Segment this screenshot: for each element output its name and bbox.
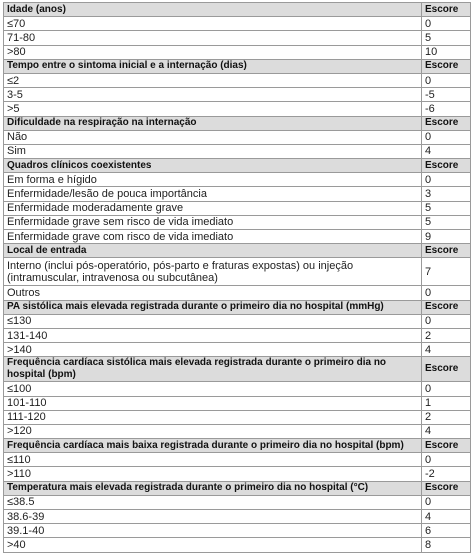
table-row bbox=[4, 45, 471, 59]
score-value: 2 bbox=[422, 410, 471, 424]
score-column-header: Escore bbox=[422, 116, 471, 130]
criterion-label: ≤70 bbox=[4, 17, 422, 31]
table-row bbox=[4, 173, 471, 187]
criterion-label: 71-80 bbox=[4, 31, 422, 45]
criterion-label: 38.6-39 bbox=[4, 510, 422, 524]
score-column-header: Escore bbox=[422, 244, 471, 258]
table-row bbox=[4, 453, 471, 467]
criterion-label: Não bbox=[4, 130, 422, 144]
score-column-header: Escore bbox=[422, 481, 471, 495]
criterion-label: >110 bbox=[4, 467, 422, 481]
score-column-header: Escore bbox=[422, 357, 471, 382]
score-column-header: Escore bbox=[422, 159, 471, 173]
criterion-label: >5 bbox=[4, 102, 422, 116]
criterion-label: >40 bbox=[4, 538, 422, 552]
score-value: 4 bbox=[422, 424, 471, 438]
table-row bbox=[4, 424, 471, 438]
criterion-label: ≤110 bbox=[4, 453, 422, 467]
score-value: 0 bbox=[422, 73, 471, 87]
section-title: Tempo entre o sintoma inicial e a internação (dias) bbox=[4, 59, 422, 73]
score-value: 10 bbox=[422, 45, 471, 59]
score-value: 0 bbox=[422, 17, 471, 31]
table-row bbox=[4, 382, 471, 396]
table-row bbox=[4, 510, 471, 524]
section-header-row bbox=[4, 116, 471, 130]
criterion-label: 3-5 bbox=[4, 88, 422, 102]
section-header-row bbox=[4, 439, 471, 453]
section-header-row bbox=[4, 159, 471, 173]
table-row bbox=[4, 130, 471, 144]
table-row bbox=[4, 538, 471, 552]
table-row bbox=[4, 343, 471, 357]
section-header-row bbox=[4, 59, 471, 73]
criterion-label: ≤2 bbox=[4, 73, 422, 87]
section-title: Quadros clínicos coexistentes bbox=[4, 159, 422, 173]
score-column-header: Escore bbox=[422, 439, 471, 453]
score-value: 0 bbox=[422, 130, 471, 144]
criterion-label: Enfermidade grave com risco de vida imediato bbox=[4, 230, 422, 244]
section-header-row bbox=[4, 300, 471, 314]
score-table-body bbox=[4, 3, 471, 553]
criterion-label: 111-120 bbox=[4, 410, 422, 424]
criterion-label: Sim bbox=[4, 144, 422, 158]
table-row bbox=[4, 144, 471, 158]
table-row bbox=[4, 314, 471, 328]
section-title: Idade (anos) bbox=[4, 3, 422, 17]
score-value: 5 bbox=[422, 201, 471, 215]
section-title: Frequência cardíaca mais baixa registrada durante o primeiro dia no hospital (bpm) bbox=[4, 439, 422, 453]
criterion-label: Outros bbox=[4, 286, 422, 300]
score-value: -6 bbox=[422, 102, 471, 116]
criterion-label: ≤100 bbox=[4, 382, 422, 396]
score-value: 4 bbox=[422, 343, 471, 357]
section-header-row bbox=[4, 357, 471, 382]
score-value: 0 bbox=[422, 286, 471, 300]
table-row bbox=[4, 17, 471, 31]
table-row bbox=[4, 201, 471, 215]
table-row bbox=[4, 396, 471, 410]
criterion-label: 131-140 bbox=[4, 328, 422, 342]
criterion-label: Enfermidade grave sem risco de vida imediato bbox=[4, 215, 422, 229]
score-value: 5 bbox=[422, 31, 471, 45]
score-column-header: Escore bbox=[422, 3, 471, 17]
table-row bbox=[4, 410, 471, 424]
table-row bbox=[4, 215, 471, 229]
criterion-label: ≤38.5 bbox=[4, 495, 422, 509]
section-header-row bbox=[4, 3, 471, 17]
score-value: 2 bbox=[422, 328, 471, 342]
section-title: Temperatura mais elevada registrada durante o primeiro dia no hospital (°C) bbox=[4, 481, 422, 495]
score-table bbox=[3, 2, 471, 553]
table-row bbox=[4, 187, 471, 201]
section-title: Dificuldade na respiração na internação bbox=[4, 116, 422, 130]
score-value: 4 bbox=[422, 510, 471, 524]
score-value: 6 bbox=[422, 524, 471, 538]
section-header-row bbox=[4, 244, 471, 258]
score-value: 8 bbox=[422, 538, 471, 552]
score-value: 4 bbox=[422, 144, 471, 158]
section-title: Local de entrada bbox=[4, 244, 422, 258]
section-title: Frequência cardíaca sistólica mais elevada registrada durante o primeiro dia no hospital (bpm) bbox=[4, 357, 422, 382]
table-row bbox=[4, 258, 471, 286]
section-title: PA sistólica mais elevada registrada durante o primeiro dia no hospital (mmHg) bbox=[4, 300, 422, 314]
table-row bbox=[4, 467, 471, 481]
score-value: 0 bbox=[422, 173, 471, 187]
table-row bbox=[4, 102, 471, 116]
score-value: 0 bbox=[422, 314, 471, 328]
table-row bbox=[4, 230, 471, 244]
table-row bbox=[4, 328, 471, 342]
table-row bbox=[4, 286, 471, 300]
score-value: 0 bbox=[422, 382, 471, 396]
score-value: 5 bbox=[422, 215, 471, 229]
criterion-label: 39.1-40 bbox=[4, 524, 422, 538]
score-value: 7 bbox=[422, 258, 471, 286]
section-header-row bbox=[4, 481, 471, 495]
table-row bbox=[4, 495, 471, 509]
criterion-label: >140 bbox=[4, 343, 422, 357]
criterion-label: Em forma e hígido bbox=[4, 173, 422, 187]
criterion-label: ≤130 bbox=[4, 314, 422, 328]
score-value: 0 bbox=[422, 453, 471, 467]
score-value: -2 bbox=[422, 467, 471, 481]
score-value: 1 bbox=[422, 396, 471, 410]
score-column-header: Escore bbox=[422, 300, 471, 314]
criterion-label: >120 bbox=[4, 424, 422, 438]
criterion-label: 101-110 bbox=[4, 396, 422, 410]
score-value: 3 bbox=[422, 187, 471, 201]
table-row bbox=[4, 88, 471, 102]
criterion-label: Enfermidade moderadamente grave bbox=[4, 201, 422, 215]
table-row bbox=[4, 31, 471, 45]
score-value: -5 bbox=[422, 88, 471, 102]
criterion-label: Enfermidade/lesão de pouca importância bbox=[4, 187, 422, 201]
criterion-label: Interno (inclui pós-operatório, pós-parto e fraturas expostas) ou injeção (intramuscular, intravenosa ou subcutânea) bbox=[4, 258, 422, 286]
score-value: 9 bbox=[422, 230, 471, 244]
score-value: 0 bbox=[422, 495, 471, 509]
table-row bbox=[4, 73, 471, 87]
table-row bbox=[4, 524, 471, 538]
criterion-label: >80 bbox=[4, 45, 422, 59]
score-column-header: Escore bbox=[422, 59, 471, 73]
